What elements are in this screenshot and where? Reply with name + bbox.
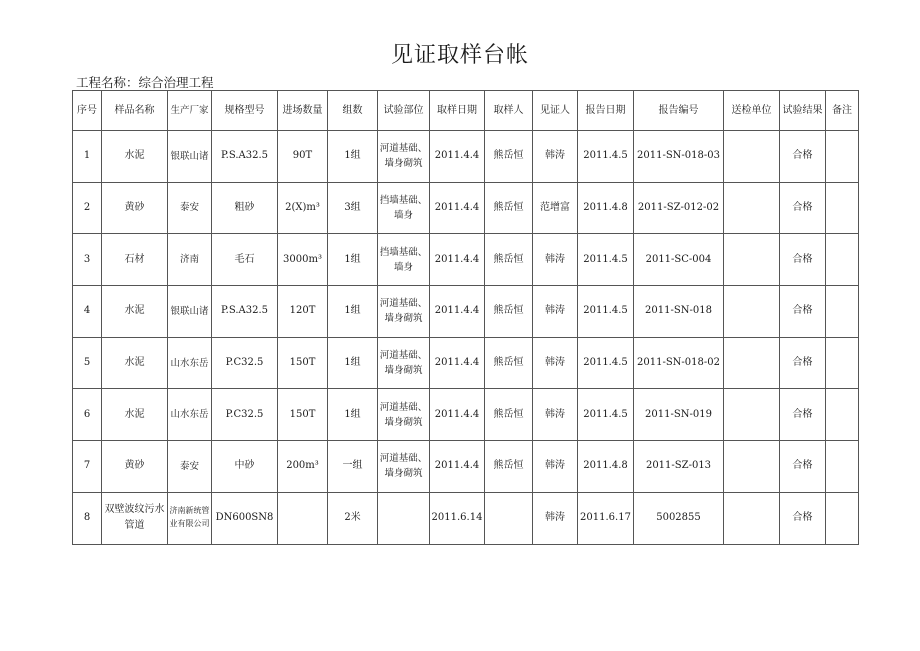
cell-no: 7 [73,441,102,493]
cell-groups: 1组 [328,286,378,338]
cell-test-part [378,492,430,544]
cell-groups: 3组 [328,182,378,234]
cell-report-date: 2011.4.5 [578,234,634,286]
cell-lab [724,234,780,286]
cell-groups: 2米 [328,492,378,544]
cell-manufacturer: 山水东岳 [168,389,212,441]
cell-groups: 一组 [328,441,378,493]
cell-result: 合格 [780,234,826,286]
cell-spec: 毛石 [212,234,278,286]
col-header-report-no: 报告编号 [634,91,724,131]
cell-sampler: 熊岳恒 [485,441,533,493]
cell-result: 合格 [780,492,826,544]
cell-witness: 韩涛 [533,131,578,183]
cell-report-date: 2011.4.5 [578,337,634,389]
cell-witness: 韩涛 [533,234,578,286]
cell-sample-date: 2011.6.14 [430,492,485,544]
cell-sampler: 熊岳恒 [485,286,533,338]
cell-test-part: 河道基础、墙身砌筑 [378,441,430,493]
cell-remark [826,182,859,234]
col-header-spec: 规格型号 [212,91,278,131]
table-row [73,182,859,234]
cell-witness: 韩涛 [533,492,578,544]
col-header-sampler: 取样人 [485,91,533,131]
cell-remark [826,234,859,286]
cell-sample-date: 2011.4.4 [430,337,485,389]
cell-lab [724,131,780,183]
col-header-sample-name: 样品名称 [102,91,168,131]
cell-spec: P.C32.5 [212,389,278,441]
cell-test-part: 河道基础、墙身砌筑 [378,337,430,389]
cell-spec: 粗砂 [212,182,278,234]
cell-spec: P.S.A32.5 [212,131,278,183]
col-header-quantity: 进场数量 [278,91,328,131]
cell-result: 合格 [780,441,826,493]
cell-spec: DN600SN8 [212,492,278,544]
cell-sampler [485,492,533,544]
cell-remark [826,492,859,544]
table-row [73,441,859,493]
cell-report-no: 2011-SN-018 [634,286,724,338]
col-header-result: 试验结果 [780,91,826,131]
cell-sample-date: 2011.4.4 [430,182,485,234]
cell-lab [724,286,780,338]
col-header-witness: 见证人 [533,91,578,131]
col-header-groups: 组数 [328,91,378,131]
cell-test-part: 河道基础、墙身砌筑 [378,131,430,183]
cell-no: 2 [73,182,102,234]
col-header-sample-date: 取样日期 [430,91,485,131]
cell-report-no: 2011-SN-018-03 [634,131,724,183]
cell-sample-date: 2011.4.4 [430,234,485,286]
cell-manufacturer: 山水东岳 [168,337,212,389]
cell-manufacturer: 银联山诸 [168,131,212,183]
cell-sample-name: 石材 [102,234,168,286]
cell-result: 合格 [780,286,826,338]
cell-lab [724,441,780,493]
witness-sampling-table [72,90,859,545]
cell-manufacturer: 济南新统管业有限公司 [168,492,212,544]
cell-quantity [278,492,328,544]
cell-remark [826,337,859,389]
cell-spec: 中砂 [212,441,278,493]
cell-report-date: 2011.4.5 [578,389,634,441]
cell-report-date: 2011.4.5 [578,131,634,183]
cell-witness: 韩涛 [533,337,578,389]
cell-sample-name: 黄砂 [102,182,168,234]
cell-result: 合格 [780,337,826,389]
col-header-lab: 送检单位 [724,91,780,131]
cell-sampler: 熊岳恒 [485,182,533,234]
project-name: 工程名称：综合治理工程 [76,75,214,90]
cell-sample-name: 水泥 [102,337,168,389]
cell-report-date: 2011.4.8 [578,441,634,493]
cell-sampler: 熊岳恒 [485,234,533,286]
cell-report-date: 2011.4.5 [578,286,634,338]
cell-remark [826,389,859,441]
table-row [73,131,859,183]
cell-groups: 1组 [328,234,378,286]
cell-report-no: 2011-SN-018-02 [634,337,724,389]
cell-groups: 1组 [328,389,378,441]
cell-witness: 韩涛 [533,286,578,338]
document-title: 见证取样台帐 [390,43,529,68]
cell-sample-name: 双壁波纹污水管道 [102,492,168,544]
cell-manufacturer: 济南 [168,234,212,286]
cell-sample-name: 黄砂 [102,441,168,493]
cell-test-part: 挡墙基础、墙身 [378,182,430,234]
cell-report-no: 5002855 [634,492,724,544]
cell-spec: P.S.A32.5 [212,286,278,338]
cell-sample-date: 2011.4.4 [430,389,485,441]
cell-remark [826,441,859,493]
cell-sampler: 熊岳恒 [485,389,533,441]
cell-result: 合格 [780,131,826,183]
cell-remark [826,286,859,338]
cell-sample-date: 2011.4.4 [430,286,485,338]
cell-witness: 韩涛 [533,441,578,493]
cell-manufacturer: 银联山诸 [168,286,212,338]
cell-remark [826,131,859,183]
cell-sample-name: 水泥 [102,286,168,338]
cell-report-no: 2011-SZ-013 [634,441,724,493]
cell-no: 3 [73,234,102,286]
table-row [73,234,859,286]
cell-groups: 1组 [328,337,378,389]
cell-quantity: 150T [278,389,328,441]
table-row [73,492,859,544]
cell-report-date: 2011.4.8 [578,182,634,234]
cell-witness: 范增富 [533,182,578,234]
cell-sample-date: 2011.4.4 [430,441,485,493]
cell-spec: P.C32.5 [212,337,278,389]
cell-sample-date: 2011.4.4 [430,131,485,183]
cell-lab [724,492,780,544]
cell-no: 8 [73,492,102,544]
cell-sampler: 熊岳恒 [485,337,533,389]
cell-manufacturer: 泰安 [168,441,212,493]
cell-result: 合格 [780,182,826,234]
cell-no: 1 [73,131,102,183]
cell-test-part: 河道基础、墙身砌筑 [378,286,430,338]
cell-report-no: 2011-SZ-012-02 [634,182,724,234]
cell-test-part: 河道基础、墙身砌筑 [378,389,430,441]
table-row [73,286,859,338]
header-row [73,91,859,131]
col-header-manufacturer: 生产厂家 [168,91,212,131]
cell-groups: 1组 [328,131,378,183]
cell-quantity: 2(X)m³ [278,182,328,234]
col-header-no: 序号 [73,91,102,131]
cell-no: 4 [73,286,102,338]
cell-sample-name: 水泥 [102,131,168,183]
col-header-report-date: 报告日期 [578,91,634,131]
cell-lab [724,389,780,441]
cell-quantity: 200m³ [278,441,328,493]
cell-result: 合格 [780,389,826,441]
cell-witness: 韩涛 [533,389,578,441]
cell-quantity: 90T [278,131,328,183]
cell-manufacturer: 泰安 [168,182,212,234]
cell-quantity: 150T [278,337,328,389]
cell-quantity: 120T [278,286,328,338]
cell-test-part: 挡墙基础、墙身 [378,234,430,286]
col-header-test-part: 试验部位 [378,91,430,131]
cell-lab [724,182,780,234]
cell-report-date: 2011.6.17 [578,492,634,544]
cell-sampler: 熊岳恒 [485,131,533,183]
col-header-remark: 备注 [826,91,859,131]
cell-quantity: 3000m³ [278,234,328,286]
cell-lab [724,337,780,389]
table-row [73,389,859,441]
cell-report-no: 2011-SC-004 [634,234,724,286]
cell-sample-name: 水泥 [102,389,168,441]
table-row [73,337,859,389]
cell-no: 6 [73,389,102,441]
cell-report-no: 2011-SN-019 [634,389,724,441]
cell-no: 5 [73,337,102,389]
